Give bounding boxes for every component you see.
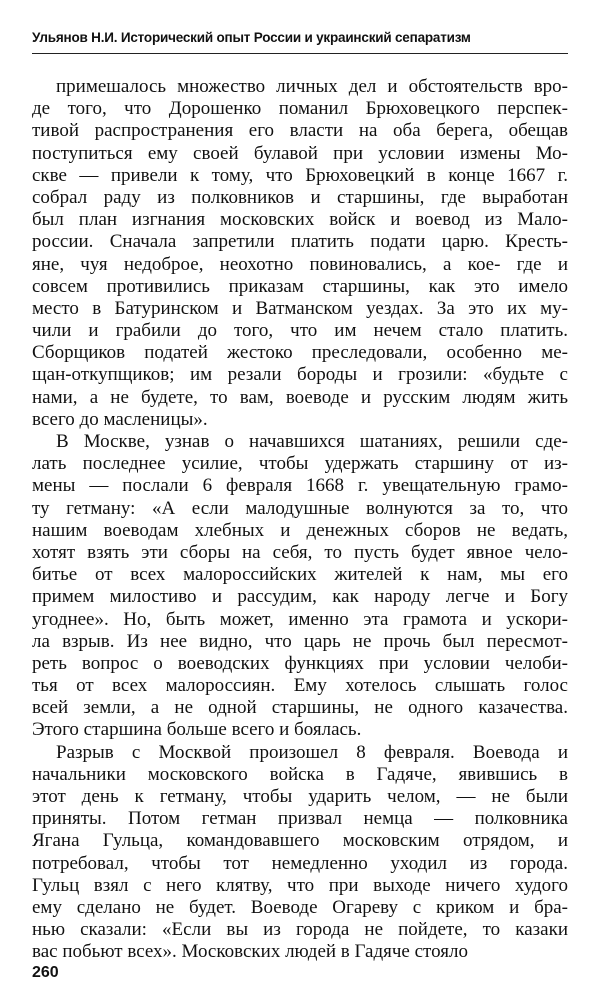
text-line: нью сказали: «Если вы из города не пойдете, то казаки xyxy=(32,919,568,941)
text-line: яне, чуя недоброе, неохотно повиновались, а кое- где и xyxy=(32,253,568,275)
text-line: битье от всех малороссийских жителей к нам, мы его xyxy=(32,564,568,586)
text-line: угоднее». Но, быть может, именно эта грамота и ускори- xyxy=(32,608,568,630)
text-line: приняты. Потом гетман призвал немца — полковника xyxy=(32,808,568,830)
text-line: ему сделано не будет. Воеводе Огареву с криком и бра- xyxy=(32,896,568,918)
paragraph xyxy=(32,742,568,964)
text-line: вас побьют всех». Московских людей в Гадяче стояло xyxy=(32,941,468,963)
text-line: совсем противились приказам старшины, как это имело xyxy=(32,275,568,297)
text-line: чили и грабили до того, что им нечем стало платить. xyxy=(32,320,568,342)
text-line: примешалось множество личных дел и обстоятельств вро- xyxy=(56,76,568,97)
text-line: собрал раду из полковников и старшины, где выработан xyxy=(32,186,568,208)
text-line: потребовал, чтобы тот немедленно уходил из города. xyxy=(32,852,568,874)
text-line: ла взрыв. Из нее видно, что царь не прочь был пересмот- xyxy=(32,630,568,652)
text-line: Гульц взял с него клятву, что при выходе ничего худого xyxy=(32,874,568,896)
text-line: реть вопрос о воеводских функциях при условии челоби- xyxy=(32,652,568,674)
text-line: всей земли, а не одной старшины, не одного казачества. xyxy=(32,697,568,719)
body-text xyxy=(32,76,568,964)
text-line: де того, что Дорошенко поманил Брюховецкого перспек- xyxy=(32,98,568,120)
text-line: Разрыв с Москвой произошел 8 февраля. Воевода и xyxy=(56,741,568,763)
text-line: Сборщиков податей жестоко преследовали, особенно ме- xyxy=(32,342,568,364)
header-rule xyxy=(32,53,568,54)
text-line: Ягана Гульца, командовавшего московским отрядом, и xyxy=(32,830,568,852)
text-line: нами, а не будете, то вам, воеводе и русским людям жить xyxy=(32,386,568,408)
text-line: примем милостиво и рассудим, как народу легче и Богу xyxy=(32,586,568,608)
text-line: ту гетману: «А если малодушные волнуются за то, что xyxy=(32,497,568,519)
text-line: щан-откупщиков; им резали бороды и грозили: «будьте с xyxy=(32,364,568,386)
page-number: 260 xyxy=(32,964,59,981)
text-line: начальники московского войска в Гадяче, явившись в xyxy=(32,763,568,785)
text-line: хотят взять эти сборы на себя, то пусть будет явное чело- xyxy=(32,541,568,563)
paragraph xyxy=(32,431,568,742)
text-line: В Москве, узнав о начавшихся шатаниях, решили сде- xyxy=(56,431,568,452)
paragraph xyxy=(32,76,568,431)
text-line: лать последнее усилие, чтобы удержать старшину от из- xyxy=(32,453,568,475)
text-line: россии. Сначала запретили платить подати царю. Кресть- xyxy=(32,231,568,253)
text-line: тивой распространения его власти на оба берега, обещав xyxy=(32,120,568,142)
text-line: мены — послали 6 февраля 1668 г. увещательную грамо- xyxy=(32,475,568,497)
text-line: всего до масленицы». xyxy=(32,408,208,430)
text-line: был план изгнания московских войск и воевод из Мало- xyxy=(32,209,568,231)
text-line: место в Батуринском и Ватманском уездах. За это их му- xyxy=(32,297,568,319)
text-line: этот день к гетману, чтобы ударить челом, — не были xyxy=(32,786,568,807)
text-line: Этого старшина больше всего и боялась. xyxy=(32,719,362,741)
text-line: поступиться ему своей булавой при условии измены Мо- xyxy=(32,142,568,164)
running-title: Ульянов Н.И. Исторический опыт России и украинский сепаратизм xyxy=(32,30,471,45)
text-line: нашим воеводам хлебных и денежных сборов не ведать, xyxy=(32,519,568,541)
text-line: скве — привели к тому, что Брюховецкий в конце 1667 г. xyxy=(32,164,568,186)
text-line: тья от всех малороссиян. Ему хотелось слышать голос xyxy=(32,675,568,697)
